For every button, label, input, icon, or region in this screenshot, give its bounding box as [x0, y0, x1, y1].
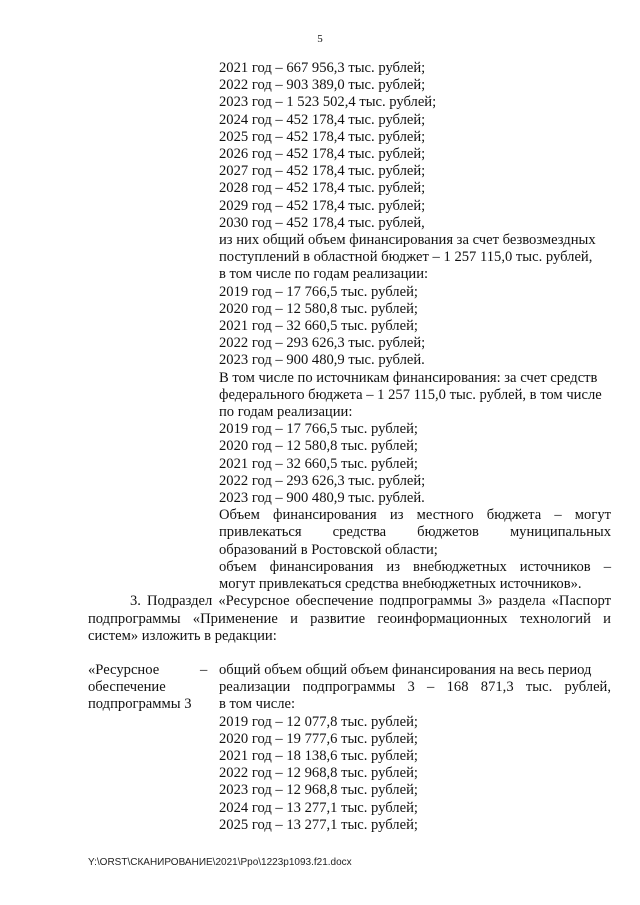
year-line: 2025 год – 452 178,4 тыс. рублей; — [219, 128, 426, 145]
year-line: 2029 год – 452 178,4 тыс. рублей; — [219, 197, 426, 214]
year-line: 2023 год – 900 480,9 тыс. рублей. — [219, 352, 425, 369]
year-line: 2020 год – 12 580,8 тыс. рублей; — [219, 300, 418, 317]
total-funding-text: в том числе: — [219, 696, 296, 713]
page-number: 5 — [317, 33, 323, 45]
local-budget-text: образований в Ростовской области; — [219, 541, 438, 558]
year-line: 2022 год – 903 389,0 тыс. рублей; — [219, 77, 426, 94]
file-path-footer: Y:\ORST\СКАНИРОВАНИЕ\2021\Ppo\1223p1093.f21.docx — [88, 857, 352, 868]
section-label-line: подпрограммы 3 — [88, 696, 192, 713]
free-receipts-text: поступлений в областной бюджет – 1 257 115,0 тыс. рублей, — [219, 249, 593, 266]
year-line: 2021 год – 18 138,6 тыс. рублей; — [219, 748, 418, 765]
year-line: 2021 год – 32 660,5 тыс. рублей; — [219, 455, 418, 472]
year-line: 2019 год – 12 077,8 тыс. рублей; — [219, 713, 418, 730]
subprogram3-funding-block — [219, 662, 611, 834]
year-line: 2019 год – 17 766,5 тыс. рублей; — [219, 421, 418, 438]
year-line: 2022 год – 12 968,8 тыс. рублей; — [219, 765, 418, 782]
year-line: 2030 год – 452 178,4 тыс. рублей, — [219, 214, 425, 231]
year-line: 2024 год – 452 178,4 тыс. рублей; — [219, 111, 426, 128]
free-receipts-text: из них общий объем финансирования за счет безвозмездных — [219, 232, 596, 249]
local-budget-text: привлекаться средства бюджетов муниципальных — [219, 524, 611, 541]
year-line: 2021 год – 32 660,5 тыс. рублей; — [219, 318, 418, 335]
free-receipts-text: в том числе по годам реализации: — [219, 266, 429, 283]
year-line: 2019 год – 17 766,5 тыс. рублей; — [219, 283, 418, 300]
funding-continuation-block — [219, 60, 611, 593]
extrabudgetary-text: объем финансирования из внебюджетных источников – — [219, 558, 611, 575]
year-line: 2020 год – 12 580,8 тыс. рублей; — [219, 438, 418, 455]
total-funding-text: реализации подпрограммы 3 – 168 871,3 тыс. рублей, — [219, 679, 611, 696]
section-label-line: «Ресурсное — [88, 662, 160, 678]
total-funding-text: общий объем общий объем финансирования на весь период — [219, 662, 592, 678]
year-line: 2025 год – 13 277,1 тыс. рублей; — [219, 816, 418, 833]
year-line: 2026 год – 452 178,4 тыс. рублей; — [219, 146, 426, 163]
section-label-line: обеспечение — [88, 679, 166, 696]
year-line: 2023 год – 900 480,9 тыс. рублей. — [219, 490, 425, 507]
sources-text: федерального бюджета – 1 257 115,0 тыс. рублей, в том числе — [219, 386, 602, 403]
year-line: 2023 год – 12 968,8 тыс. рублей; — [219, 782, 418, 799]
year-line: 2024 год – 13 277,1 тыс. рублей; — [219, 799, 418, 816]
year-line: 2022 год – 293 626,3 тыс. рублей; — [219, 335, 426, 352]
section-label — [88, 662, 198, 714]
local-budget-text: Объем финансирования из местного бюджета – могут — [219, 507, 611, 524]
sources-text: по годам реализации: — [219, 404, 353, 421]
label-dash: – — [200, 662, 208, 678]
extrabudgetary-text: могут привлекаться средства внебюджетных источников». — [219, 576, 582, 593]
year-line: 2021 год – 667 956,3 тыс. рублей; — [219, 60, 426, 76]
year-line: 2023 год – 1 523 502,4 тыс. рублей; — [219, 94, 437, 111]
year-line: 2027 год – 452 178,4 тыс. рублей; — [219, 163, 426, 180]
year-line: 2022 год – 293 626,3 тыс. рублей; — [219, 472, 426, 489]
year-line: 2028 год – 452 178,4 тыс. рублей; — [219, 180, 426, 197]
sources-text: В том числе по источникам финансирования: за счет средств — [219, 369, 598, 386]
year-line: 2020 год – 19 777,6 тыс. рублей; — [219, 730, 418, 747]
amendment-paragraph: 3. Подраздел «Ресурсное обеспечение подпрограммы 3» раздела «Паспорт подпрограммы «Применение и развитие геоинформационных технологий и систем» изложить в редакции: — [88, 593, 611, 645]
